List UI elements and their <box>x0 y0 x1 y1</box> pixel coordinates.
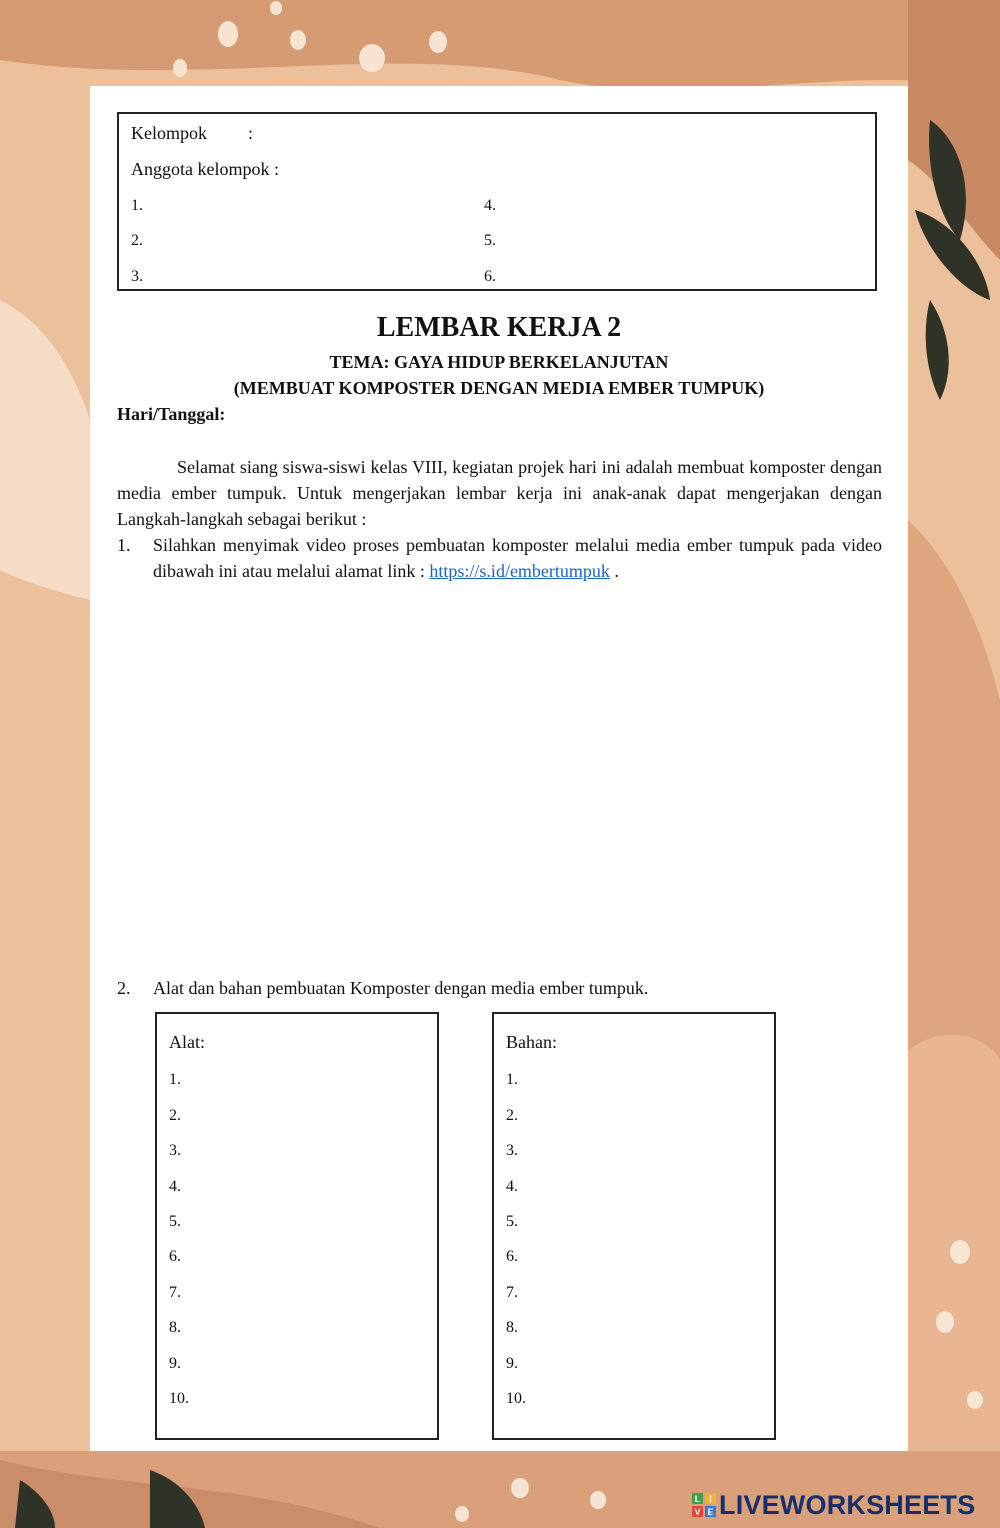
bahan-item: 10. <box>506 1390 526 1407</box>
member-number: 2. <box>131 232 143 249</box>
member-number: 1. <box>131 197 143 214</box>
alat-item: 1. <box>169 1071 181 1088</box>
step-1-number: 1. <box>117 535 131 555</box>
step-1-text <box>153 532 882 584</box>
bahan-item: 9. <box>506 1355 518 1372</box>
member-number: 5. <box>484 232 496 249</box>
page-title: LEMBAR KERJA 2 <box>376 312 622 343</box>
brand-text: LIVEWORKSHEETS <box>719 1489 976 1520</box>
member-number: 6. <box>484 268 496 285</box>
logo-letter: V <box>692 1506 703 1517</box>
logo-letter: L <box>692 1493 703 1504</box>
step-2-number: 2. <box>117 978 131 998</box>
member-number: 4. <box>484 197 496 214</box>
alat-heading: Alat: <box>169 1032 205 1052</box>
alat-item: 9. <box>169 1355 181 1372</box>
theme-heading: TEMA: GAYA HIDUP BERKELANJUTAN <box>329 352 669 372</box>
bahan-item: 6. <box>506 1248 518 1265</box>
logo-letter: I <box>705 1493 716 1504</box>
video-link[interactable]: https://s.id/embertumpuk <box>429 561 610 581</box>
liveworksheets-logo <box>692 1488 975 1522</box>
alat-item: 7. <box>169 1284 181 1301</box>
alat-item: 10. <box>169 1390 189 1407</box>
alat-item: 2. <box>169 1107 181 1124</box>
alat-box <box>155 1012 439 1440</box>
alat-item: 6. <box>169 1248 181 1265</box>
intro-paragraph: Selamat siang siswa-siswi kelas VIII, kegiatan projek hari ini adalah membuat komposter dengan media ember tumpuk. Untuk mengerjakan lembar kerja ini anak-anak dapat mengerjakan dengan Langkah-langkah sebagai berikut : <box>117 457 882 529</box>
bahan-item: 5. <box>506 1213 518 1230</box>
step-1-instruction: Silahkan menyimak video proses pembuatan komposter melalui media ember tumpuk pada video dibawah ini atau melalui alamat link : <box>153 535 882 581</box>
logo-letter: E <box>705 1506 716 1517</box>
bahan-item: 1. <box>506 1071 518 1088</box>
alat-item: 5. <box>169 1213 181 1230</box>
bahan-heading: Bahan: <box>506 1032 557 1052</box>
bahan-item: 7. <box>506 1284 518 1301</box>
alat-item: 4. <box>169 1178 181 1195</box>
subtitle-heading: (MEMBUAT KOMPOSTER DENGAN MEDIA EMBER TUMPUK) <box>233 378 765 398</box>
alat-item: 3. <box>169 1142 181 1159</box>
bahan-box <box>492 1012 776 1440</box>
kelompok-label: Kelompok <box>131 123 207 143</box>
step-2-text: Alat dan bahan pembuatan Komposter dengan media ember tumpuk. <box>153 978 649 998</box>
alat-item: 8. <box>169 1319 181 1336</box>
bahan-item: 8. <box>506 1319 518 1336</box>
member-number: 3. <box>131 268 143 285</box>
date-label: Hari/Tanggal: <box>117 404 226 424</box>
logo-icon <box>692 1493 716 1517</box>
bahan-item: 3. <box>506 1142 518 1159</box>
kelompok-colon: : <box>248 123 254 143</box>
anggota-kelompok-label: Anggota kelompok : <box>131 159 279 179</box>
step-1-end: . <box>614 561 619 581</box>
group-info-box <box>117 112 877 291</box>
bahan-item: 4. <box>506 1178 518 1195</box>
bahan-item: 2. <box>506 1107 518 1124</box>
